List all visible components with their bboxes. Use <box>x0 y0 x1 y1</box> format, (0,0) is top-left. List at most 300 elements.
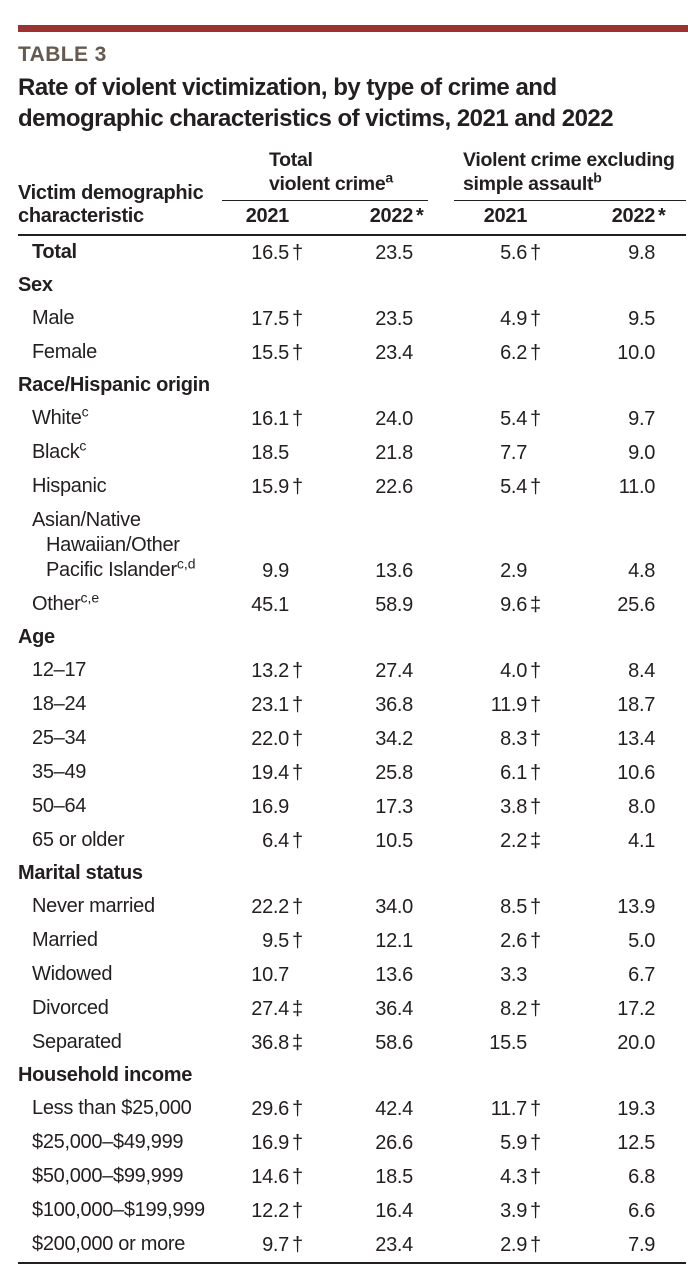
row-label <box>18 992 222 1026</box>
table-title <box>18 72 688 134</box>
data-row <box>18 756 686 790</box>
rate-value-cell <box>542 436 686 470</box>
rate-value-cell <box>542 790 686 824</box>
category-row <box>18 270 686 302</box>
significance-marker: † <box>292 342 304 364</box>
rate-value: 9.9 <box>262 560 289 582</box>
significance-marker: † <box>530 242 542 264</box>
rate-value-cell <box>542 756 686 790</box>
rate-value-cell <box>222 1160 304 1194</box>
rate-value: 20.0 <box>617 1032 656 1054</box>
rate-value: 13.2 <box>251 660 289 682</box>
significance-marker: † <box>530 308 542 330</box>
rate-value: 22.2 <box>251 896 289 918</box>
significance-marker: † <box>530 1098 542 1120</box>
rate-value-cell <box>222 654 304 688</box>
rate-value: 9.7 <box>262 1234 289 1256</box>
row-label-text: Pacific Islander <box>46 559 177 581</box>
rate-value-cell <box>454 588 542 622</box>
stub-header-line2: characteristic <box>18 205 144 227</box>
rate-value: 18.7 <box>617 694 656 716</box>
row-label-text: Hawaiian/Other <box>46 534 180 556</box>
rate-value-cell <box>454 235 542 270</box>
group-spacer <box>428 302 454 336</box>
rate-value: 19.4 <box>251 762 289 784</box>
row-label-text: Never married <box>32 895 155 917</box>
rate-value: 6.4 <box>262 830 289 852</box>
rate-value: 13.4 <box>617 728 656 750</box>
rate-value: 9.8 <box>628 242 656 264</box>
row-label-text: Black <box>32 441 80 463</box>
rate-value-cell <box>304 1026 428 1060</box>
rate-value-cell <box>454 890 542 924</box>
data-row <box>18 302 686 336</box>
rate-value: 5.6 <box>500 242 528 264</box>
rate-value-cell <box>454 402 542 436</box>
significance-marker: ‡ <box>292 1032 304 1054</box>
significance-marker: † <box>530 930 542 952</box>
rate-value-cell <box>304 470 428 504</box>
group-spacer <box>428 336 454 370</box>
stub-header <box>18 148 222 235</box>
rate-value: 8.0 <box>628 796 656 818</box>
rate-value: 42.4 <box>375 1098 414 1120</box>
data-row <box>18 588 686 622</box>
table-number-label: TABLE 3 <box>18 43 107 66</box>
row-label <box>18 588 222 622</box>
rate-value-cell <box>222 1194 304 1228</box>
rate-value: 2.6 <box>500 930 528 952</box>
significance-marker: † <box>530 762 542 784</box>
row-label <box>18 924 222 958</box>
rate-value: 29.6 <box>251 1098 289 1120</box>
row-label-text: $200,000 or more <box>32 1233 186 1255</box>
rate-value-cell <box>304 436 428 470</box>
rate-value-cell <box>222 756 304 790</box>
significance-marker: † <box>530 998 542 1020</box>
rate-value-cell <box>304 688 428 722</box>
group-spacer <box>428 588 454 622</box>
rate-value: 16.5 <box>251 242 289 264</box>
data-row <box>18 890 686 924</box>
group-spacer <box>428 1126 454 1160</box>
group-spacer <box>428 402 454 436</box>
row-label <box>18 790 222 824</box>
rate-value: 6.2 <box>500 342 528 364</box>
rate-value-cell <box>222 402 304 436</box>
rate-value-cell <box>454 1194 542 1228</box>
rate-value: 7.9 <box>628 1234 656 1256</box>
year-header-2021-excluding <box>454 201 542 236</box>
row-label-text: 12–17 <box>32 659 87 681</box>
rate-value: 12.2 <box>251 1200 289 1222</box>
rate-value-cell <box>542 470 686 504</box>
significance-marker: † <box>292 242 304 264</box>
group-heading-line1: Total <box>269 149 313 171</box>
rate-value: 25.8 <box>375 762 414 784</box>
category-label <box>18 270 686 302</box>
rate-value-cell <box>542 1160 686 1194</box>
data-row <box>18 1160 686 1194</box>
significance-marker: † <box>530 896 542 918</box>
row-label <box>18 235 222 270</box>
rate-value-cell <box>304 504 428 588</box>
rate-value: 5.9 <box>500 1132 528 1154</box>
significance-marker: † <box>292 1166 304 1188</box>
rate-value: 5.4 <box>500 476 528 498</box>
row-label <box>18 688 222 722</box>
rate-value: 25.6 <box>617 594 656 616</box>
rate-value-cell <box>542 1026 686 1060</box>
significance-marker: † <box>292 1132 304 1154</box>
rate-value: 23.4 <box>375 1234 414 1256</box>
rate-value-cell <box>542 336 686 370</box>
rate-value: 4.3 <box>500 1166 528 1188</box>
rate-value-cell <box>542 302 686 336</box>
rate-value-cell <box>454 1228 542 1263</box>
year-header-2022-total <box>304 201 428 236</box>
rate-value-cell <box>222 1092 304 1126</box>
rate-value: 23.5 <box>375 242 414 264</box>
data-row <box>18 402 686 436</box>
data-row <box>18 1026 686 1060</box>
rate-value: 4.9 <box>500 308 528 330</box>
rate-value-cell <box>542 654 686 688</box>
group-spacer <box>428 1228 454 1263</box>
group-header-row <box>18 148 686 201</box>
row-label <box>18 470 222 504</box>
significance-marker: † <box>530 796 542 818</box>
rate-value-cell <box>304 924 428 958</box>
row-label <box>18 1126 222 1160</box>
significance-marker: † <box>530 728 542 750</box>
rate-value: 6.1 <box>500 762 528 784</box>
data-row <box>18 470 686 504</box>
category-label <box>18 370 686 402</box>
category-row <box>18 622 686 654</box>
group-spacer <box>428 1194 454 1228</box>
rate-value-cell <box>542 688 686 722</box>
significance-marker: † <box>530 1234 542 1256</box>
rate-value-cell <box>542 1194 686 1228</box>
rate-value-cell <box>304 958 428 992</box>
group-spacer <box>428 148 454 201</box>
group-spacer <box>428 924 454 958</box>
significance-marker: † <box>292 1200 304 1222</box>
table-title-line2: demographic characteristics of victims, 2021 and 2022 <box>18 105 614 132</box>
row-label <box>18 1026 222 1060</box>
rate-value-cell <box>222 924 304 958</box>
rate-value: 2.2 <box>500 830 528 852</box>
rate-value-cell <box>222 302 304 336</box>
rate-value-cell <box>304 402 428 436</box>
rate-value: 8.5 <box>500 896 528 918</box>
significance-marker: ‡ <box>530 594 542 616</box>
significance-marker: ‡ <box>292 998 304 1020</box>
rate-value-cell <box>454 1092 542 1126</box>
rate-value: 5.0 <box>628 930 656 952</box>
rate-value-cell <box>542 958 686 992</box>
rate-value: 23.1 <box>251 694 289 716</box>
rate-value: 11.7 <box>490 1098 528 1120</box>
rate-value-cell <box>222 722 304 756</box>
row-label-text: Total <box>32 241 77 263</box>
rate-value: 8.4 <box>628 660 656 682</box>
rate-value-cell <box>222 588 304 622</box>
rate-value-cell <box>304 992 428 1026</box>
category-label-text: Sex <box>18 274 53 296</box>
row-label <box>18 302 222 336</box>
rate-value-cell <box>304 1228 428 1263</box>
rate-value-cell <box>454 1160 542 1194</box>
rate-value-cell <box>222 1228 304 1263</box>
rate-value-cell <box>222 1026 304 1060</box>
rate-value-cell <box>222 504 304 588</box>
rate-value-cell <box>542 722 686 756</box>
rate-value-cell <box>304 890 428 924</box>
row-label-text: Divorced <box>32 997 109 1019</box>
row-label <box>18 1092 222 1126</box>
rate-value: 22.6 <box>375 476 414 498</box>
data-row <box>18 790 686 824</box>
column-group-violent-crime-excluding-simple-assault <box>454 148 686 201</box>
rate-value: 36.8 <box>375 694 414 716</box>
data-row <box>18 992 686 1026</box>
rate-value: 9.7 <box>628 408 656 430</box>
rate-value: 9.5 <box>262 930 289 952</box>
category-label-text: Household income <box>18 1064 193 1086</box>
row-label-text: Male <box>32 307 75 329</box>
significance-marker: † <box>292 1098 304 1120</box>
rate-value-cell <box>222 958 304 992</box>
rate-value: 4.1 <box>628 830 656 852</box>
rate-value-cell <box>304 235 428 270</box>
rate-value: 24.0 <box>375 408 414 430</box>
rate-value-cell <box>542 992 686 1026</box>
row-label <box>18 336 222 370</box>
rate-value-cell <box>542 588 686 622</box>
year-mark: * <box>416 205 424 227</box>
row-label <box>18 504 222 588</box>
rate-value: 18.5 <box>375 1166 414 1188</box>
rate-value: 36.4 <box>375 998 414 1020</box>
rate-value: 16.9 <box>251 796 289 818</box>
group-spacer <box>428 470 454 504</box>
rate-value: 15.9 <box>251 476 289 498</box>
rate-value-cell <box>454 790 542 824</box>
footnote-marker: b <box>593 169 602 186</box>
rate-value-cell <box>454 992 542 1026</box>
significance-marker: † <box>292 308 304 330</box>
rate-value: 4.0 <box>500 660 528 682</box>
significance-marker: † <box>292 830 304 852</box>
category-label <box>18 858 686 890</box>
data-row <box>18 654 686 688</box>
rate-value: 16.4 <box>375 1200 414 1222</box>
rate-value-cell <box>542 1092 686 1126</box>
significance-marker: † <box>292 660 304 682</box>
category-label <box>18 622 686 654</box>
rate-value-cell <box>304 1092 428 1126</box>
row-label-text: $50,000–$99,999 <box>32 1165 184 1187</box>
group-spacer <box>428 722 454 756</box>
data-row <box>18 436 686 470</box>
category-row <box>18 370 686 402</box>
rate-value: 23.5 <box>375 308 414 330</box>
rate-value-cell <box>222 436 304 470</box>
data-row <box>18 235 686 270</box>
rate-value-cell <box>222 470 304 504</box>
table-body <box>18 235 686 1263</box>
rate-value: 2.9 <box>500 1234 528 1256</box>
data-row <box>18 1126 686 1160</box>
rate-value: 16.1 <box>251 408 289 430</box>
group-heading-line2: simple assault <box>463 173 594 195</box>
stub-header-line1: Victim demographic <box>18 182 204 204</box>
significance-marker: † <box>292 1234 304 1256</box>
significance-marker: † <box>292 694 304 716</box>
year-label: 2021 <box>483 205 528 227</box>
category-label-text: Race/Hispanic origin <box>18 374 210 396</box>
rate-value-cell <box>454 470 542 504</box>
row-label-text: $25,000–$49,999 <box>32 1131 184 1153</box>
row-label-text: Separated <box>32 1031 122 1053</box>
group-spacer <box>428 1160 454 1194</box>
rate-value: 58.6 <box>375 1032 414 1054</box>
rate-value-cell <box>454 824 542 858</box>
data-row <box>18 688 686 722</box>
rate-value: 3.9 <box>500 1200 528 1222</box>
rate-value-cell <box>454 436 542 470</box>
group-spacer <box>428 756 454 790</box>
row-label <box>18 756 222 790</box>
significance-marker: † <box>530 342 542 364</box>
data-row <box>18 824 686 858</box>
group-heading-line1: Violent crime excluding <box>463 149 675 171</box>
rate-value: 17.3 <box>375 796 414 818</box>
significance-marker: † <box>530 660 542 682</box>
rate-value: 4.8 <box>628 560 656 582</box>
group-spacer <box>428 1026 454 1060</box>
row-label <box>18 958 222 992</box>
rate-value-cell <box>454 504 542 588</box>
rate-value: 6.8 <box>628 1166 656 1188</box>
rate-value: 11.9 <box>490 694 528 716</box>
rate-value: 17.5 <box>251 308 289 330</box>
table-header <box>18 148 686 235</box>
rate-value-cell <box>454 722 542 756</box>
year-label: 2021 <box>245 205 289 227</box>
rate-value: 13.6 <box>375 964 414 986</box>
row-label-text: Hispanic <box>32 475 107 497</box>
rate-value-cell <box>304 824 428 858</box>
year-label: 2022 <box>369 205 414 227</box>
rate-value: 34.2 <box>375 728 414 750</box>
rate-value: 11.0 <box>618 476 656 498</box>
row-label <box>18 890 222 924</box>
rate-value: 45.1 <box>251 594 289 616</box>
rate-value: 9.5 <box>628 308 656 330</box>
significance-marker: † <box>530 1132 542 1154</box>
group-spacer <box>428 1092 454 1126</box>
rate-value: 10.7 <box>251 964 289 986</box>
rate-value-cell <box>222 1126 304 1160</box>
rate-value: 10.6 <box>617 762 656 784</box>
group-heading-line2: violent crime <box>269 173 386 195</box>
rate-value-cell <box>222 688 304 722</box>
rate-value: 7.7 <box>500 442 528 464</box>
rate-value: 26.6 <box>375 1132 414 1154</box>
rate-value-cell <box>304 336 428 370</box>
rate-value-cell <box>222 790 304 824</box>
significance-marker: † <box>292 930 304 952</box>
rate-value-cell <box>222 890 304 924</box>
rate-value: 5.4 <box>500 408 528 430</box>
rate-value-cell <box>542 924 686 958</box>
rate-value-cell <box>304 588 428 622</box>
row-label-text: Asian/Native <box>32 509 141 531</box>
table-title-line1: Rate of violent victimization, by type of crime and <box>18 74 557 101</box>
rate-value-cell <box>304 302 428 336</box>
group-spacer <box>428 958 454 992</box>
rate-value-cell <box>542 235 686 270</box>
rate-value-cell <box>304 1160 428 1194</box>
rate-value: 23.4 <box>375 342 414 364</box>
rate-value-cell <box>454 1126 542 1160</box>
year-mark: * <box>658 205 666 227</box>
row-label-text: 50–64 <box>32 795 87 817</box>
row-label-text: 18–24 <box>32 693 87 715</box>
group-spacer <box>428 504 454 588</box>
rate-value: 6.7 <box>628 964 656 986</box>
rate-value: 8.2 <box>500 998 528 1020</box>
rate-value-cell <box>454 654 542 688</box>
row-label <box>18 654 222 688</box>
data-row <box>18 924 686 958</box>
rate-value-cell <box>542 402 686 436</box>
rate-value-cell <box>222 992 304 1026</box>
footnote-marker: c,d <box>176 555 196 572</box>
significance-marker: † <box>530 408 542 430</box>
rate-value-cell <box>222 235 304 270</box>
rate-value: 9.0 <box>628 442 656 464</box>
group-spacer <box>428 436 454 470</box>
data-row <box>18 1194 686 1228</box>
rate-value-cell <box>304 722 428 756</box>
row-label <box>18 722 222 756</box>
significance-marker: † <box>530 1166 542 1188</box>
group-spacer <box>428 992 454 1026</box>
rate-value-cell <box>542 890 686 924</box>
rate-value: 2.9 <box>500 560 528 582</box>
row-label-text: $100,000–$199,999 <box>32 1199 205 1221</box>
rate-value-cell <box>454 336 542 370</box>
rate-value: 13.9 <box>617 896 656 918</box>
rate-value: 12.5 <box>617 1132 656 1154</box>
group-heading-text <box>222 148 428 196</box>
row-label-text: Widowed <box>32 963 113 985</box>
significance-marker: ‡ <box>530 830 542 852</box>
rate-value: 12.1 <box>375 930 414 952</box>
row-label-text: Married <box>32 929 98 951</box>
rate-value-cell <box>542 824 686 858</box>
significance-marker: † <box>292 408 304 430</box>
rate-value: 10.0 <box>617 342 656 364</box>
row-label-text: Other <box>32 593 81 615</box>
group-spacer <box>428 654 454 688</box>
rate-value: 14.6 <box>251 1166 289 1188</box>
rate-value: 13.6 <box>375 560 414 582</box>
